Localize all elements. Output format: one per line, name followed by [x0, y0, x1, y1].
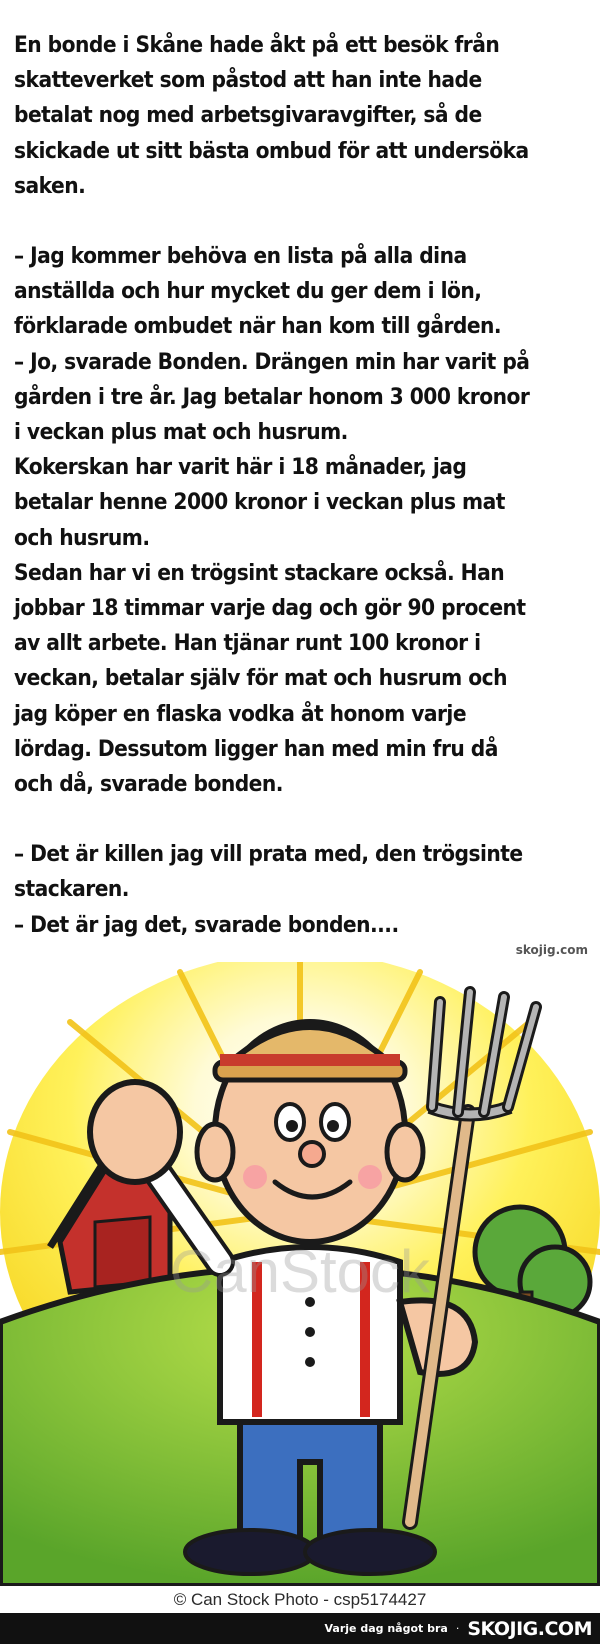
footer-bar — [0, 1613, 600, 1644]
image-credit: © Can Stock Photo - csp5174427 — [173, 1590, 427, 1609]
joke-intro: En bonde i Skåne hade åkt på ett besök från skatteverket som påstod att han inte hade betalat nog med arbetsgivaravgifter, så de skickade ut sitt bästa ombud för att undersöka saken. — [14, 32, 529, 199]
site-watermark: skojig.com — [515, 943, 588, 957]
joke-text — [14, 28, 532, 943]
footer-separator: · — [455, 1622, 460, 1635]
joke-line-farmer: – Jo, svarade Bonden. Drängen min har varit på gården i tre år. Jag betalar honom 3 000 kronor i veckan plus mat och husrum. — [14, 348, 530, 446]
joke-line-farmer: Sedan har vi en trögsint stackare också. Han jobbar 18 timmar varje dag och gör 90 procent av allt arbete. Han tjänar runt 100 kronor i veckan, betalar själv för mat och husrum och jag köper en flaska vodka åt honom varje lördag. Dessutom ligger han med min fru då och då, svarade bonden. — [14, 559, 526, 798]
footer-tagline: Varje dag något bra — [324, 1622, 448, 1635]
joke-punchline: – Det är jag det, svarade bonden.... — [14, 911, 399, 938]
paragraph-gap — [14, 204, 532, 239]
stock-watermark: CanStock — [169, 1238, 431, 1305]
joke-line-farmer: Kokerskan har varit här i 18 månader, jag betalar henne 2000 kronor i veckan plus mat och husrum. — [14, 454, 505, 551]
paragraph-gap — [14, 802, 532, 837]
site-logo[interactable]: SKOJIG.COM — [467, 1617, 592, 1640]
joke-line-agent: – Det är killen jag vill prata med, den trögsinte stackaren. — [14, 841, 523, 903]
cartoon-farmer-illustration — [0, 962, 600, 1586]
joke-line-agent: – Jag kommer behöva en lista på alla dina anställda och hur mycket du ger dem i lön, förklarade ombudet när han kom till gården. — [14, 243, 502, 340]
